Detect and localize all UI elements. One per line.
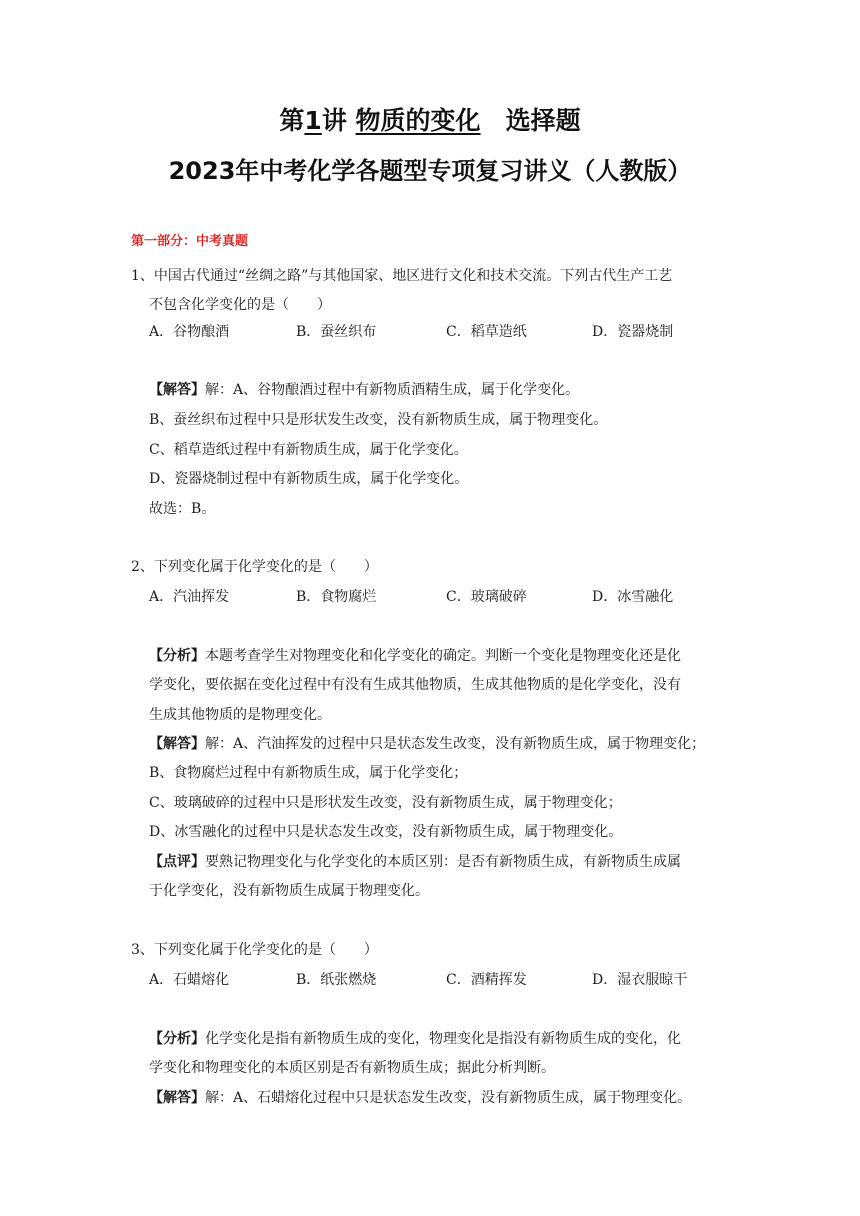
q2-answer-line-3: C、玻璃破碎的过程中只是形状发生改变，没有新物质生成，属于物理变化；: [149, 795, 622, 811]
q3-analysis-line-1: [149, 1029, 681, 1049]
q1-answer-line-4: D、瓷器烧制过程中有新物质生成，属于化学变化。: [149, 471, 469, 487]
q2-answer-line-1: [149, 734, 705, 754]
title-topic: 物质的变化: [355, 106, 481, 135]
q3-stem-line-1: 3、下列变化属于化学变化的是（ ）: [131, 942, 378, 958]
title-question-type: 选择题: [505, 106, 581, 135]
page-title: [0, 103, 860, 139]
answer-tag: 【解答】: [149, 736, 205, 752]
q1-option-b: B．蚕丝织布: [296, 324, 377, 340]
analysis-tag: 【分析】: [149, 1031, 205, 1047]
q2-stem-line-1: 2、下列变化属于化学变化的是（ ）: [131, 559, 378, 575]
q2-option-c: C．玻璃破碎: [446, 589, 527, 605]
q1-stem-line-2: 不包含化学变化的是（ ）: [149, 297, 331, 313]
q2-answer-text-1: 解：A、汽油挥发的过程中只是状态发生改变，没有新物质生成，属于物理变化；: [205, 736, 706, 752]
q3-analysis-text-1: 化学变化是指有新物质生成的变化，物理变化是指没有新物质生成的变化，化: [205, 1031, 681, 1047]
q3-option-d: D．湿衣服晾干: [592, 972, 688, 988]
q2-answer-line-2: B、食物腐烂过程中有新物质生成，属于化学变化；: [149, 765, 468, 781]
q2-comment-line-2: 于化学变化，没有新物质生成属于物理变化。: [149, 883, 429, 899]
q2-answer-line-4: D、冰雪融化的过程中只是状态发生改变，没有新物质生成，属于物理变化。: [149, 824, 623, 840]
q1-answer-line-5: 故选：B。: [149, 501, 216, 517]
title-lecture-word: 讲: [321, 106, 356, 135]
q1-answer-line-3: C、稻草造纸过程中有新物质生成，属于化学变化。: [149, 442, 468, 458]
q2-analysis-text-1: 本题考查学生对物理变化和化学变化的确定。判断一个变化是物理变化还是化: [205, 648, 681, 664]
q3-option-b: B．纸张燃烧: [296, 972, 377, 988]
q1-stem-line-1: 1、中国古代通过“丝绸之路”与其他国家、地区进行文化和技术交流。下列古代生产工艺: [131, 268, 673, 284]
q1-answer-text-1: 解：A、谷物酿酒过程中有新物质酒精生成，属于化学变化。: [205, 382, 580, 398]
q2-option-d: D．冰雪融化: [592, 589, 674, 605]
q2-option-a: A．汽油挥发: [149, 589, 230, 605]
q3-option-c: C．酒精挥发: [446, 972, 527, 988]
q3-analysis-line-2: 学变化和物理变化的本质区别是否有新物质生成；据此分析判断。: [149, 1060, 555, 1076]
comment-tag: 【点评】: [149, 854, 205, 870]
page-subtitle: 2023年中考化学各题型专项复习讲义（人教版）: [168, 157, 692, 185]
q3-answer-line-1: [149, 1088, 691, 1108]
analysis-tag: 【分析】: [149, 648, 205, 664]
title-lecture-number: 1: [304, 106, 322, 135]
q2-analysis-line-1: [149, 646, 681, 666]
answer-tag: 【解答】: [149, 1090, 205, 1106]
q1-answer-line-2: B、蚕丝织布过程中只是形状发生改变，没有新物质生成，属于物理变化。: [149, 412, 608, 428]
q2-comment-line-1: [149, 852, 681, 872]
title-prefix: 第: [279, 106, 305, 135]
q1-answer-line-1: [149, 380, 579, 400]
q2-comment-text-1: 要熟记物理变化与化学变化的本质区别：是否有新物质生成，有新物质生成属: [205, 854, 681, 870]
q2-analysis-line-3: 生成其他物质的是物理变化。: [149, 707, 331, 723]
q1-option-d: D．瓷器烧制: [592, 324, 674, 340]
section-heading: 第一部分：中考真题: [131, 234, 249, 249]
q1-option-a: A．谷物酿酒: [149, 324, 230, 340]
q3-option-a: A．石蜡熔化: [149, 972, 230, 988]
q2-analysis-line-2: 学变化，要依据在变化过程中有没有生成其他物质，生成其他物质的是化学变化，没有: [149, 677, 681, 693]
q2-option-b: B．食物腐烂: [296, 589, 377, 605]
answer-tag: 【解答】: [149, 382, 205, 398]
q1-option-c: C．稻草造纸: [446, 324, 527, 340]
q3-answer-text-1: 解：A、石蜡熔化过程中只是状态发生改变，没有新物质生成，属于物理变化。: [205, 1090, 692, 1106]
